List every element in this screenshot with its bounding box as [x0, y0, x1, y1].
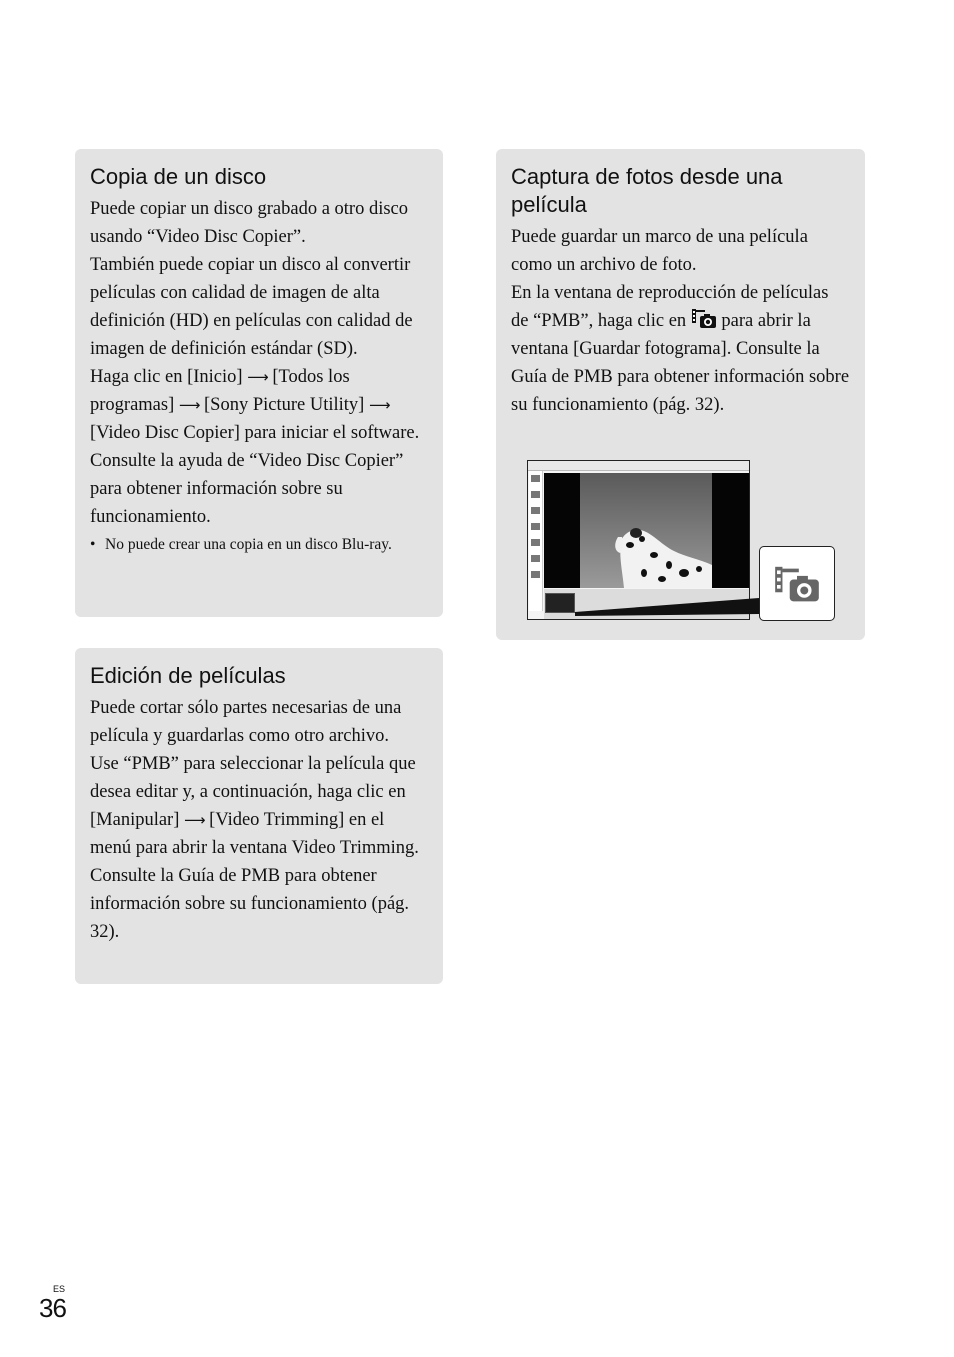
- page-number: 36: [39, 1293, 66, 1323]
- section-title: Captura de fotos desde una película: [511, 164, 783, 217]
- film-camera-icon: [691, 308, 717, 330]
- paragraph: También puede copiar un disco al convertir películas con calidad de imagen de alta definición (HD) en películas con calidad de imagen de definición estándar (SD).: [90, 255, 413, 359]
- arrow-icon: ⟶: [247, 368, 268, 386]
- instructions: En la ventana de reproducción de películas de “PMB”, haga clic en para abrir la ventana [Guardar fotograma]. Consulte la Guía de PMB para obtener información sobre su funcionamiento (pág. 32).: [511, 283, 850, 415]
- section-title: Edición de películas: [90, 663, 286, 688]
- section-copia-disco: [75, 149, 443, 617]
- note-item: • No puede crear una copia en un disco Blu-ray.: [90, 533, 428, 557]
- paragraph: Puede guardar un marco de una película como un archivo de foto.: [511, 227, 808, 275]
- instructions: Use “PMB” para seleccionar la película que desea editar y, a continuación, haga clic en [Manipular] ⟶ [Video Trimming] en el menú para abrir la ventana Video Trimming. Consulte la Guía de PMB para obtener información sobre su funcionamiento (pág. 32).: [90, 754, 419, 942]
- page-footer: [39, 1284, 66, 1322]
- arrow-icon: ⟶: [178, 396, 200, 414]
- instructions: Haga clic en [Inicio] ⟶ [Todos los programas] ⟶ [Sony Picture Utility] ⟶ [Video Disc Copier] para iniciar el software. Consulte la ayuda de “Video Disc Copier” para obtener información sobre su funcionamiento.: [90, 367, 420, 527]
- callout-zoom: [759, 546, 835, 621]
- arrow-icon: ⟶: [368, 396, 390, 414]
- paragraph: Puede copiar un disco grabado a otro disco usando “Video Disc Copier”.: [90, 199, 409, 247]
- arrow-icon: ⟶: [184, 811, 205, 829]
- film-camera-icon: [772, 565, 822, 605]
- bullet-icon: •: [90, 536, 96, 553]
- section-edicion-peliculas: [75, 648, 443, 984]
- language-code: ES: [53, 1284, 66, 1294]
- pmb-window-illustration: [527, 460, 837, 622]
- paragraph: Puede cortar sólo partes necesarias de una película y guardarlas como otro archivo.: [90, 698, 402, 746]
- section-title: Copia de un disco: [90, 164, 267, 189]
